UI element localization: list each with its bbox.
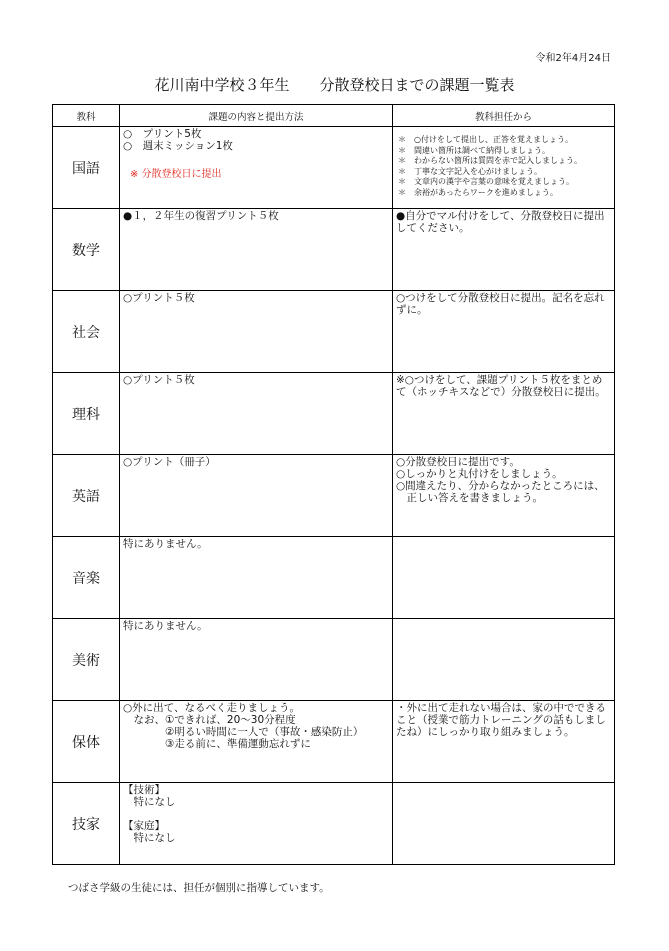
teacher-note-line: ＊ 余裕があったらワークを進めましょう。 xyxy=(398,187,558,197)
table-row xyxy=(53,209,615,291)
table-row xyxy=(53,291,615,373)
teacher-note-line: ＊ ○付けをして提出し、正答を覚えましょう。 xyxy=(398,135,573,144)
task-text: ○プリント（冊子） xyxy=(123,456,216,468)
teacher-text: ・外に出て走れない場合は、家の中でできること（授業で筋力トレーニングの話もしましたね）にしっかり取り組みましょう。 xyxy=(396,702,606,738)
subject-cell: 国語 xyxy=(53,127,120,209)
teacher-note-line: ＊ 間違い箇所は調べて納得しましょう。 xyxy=(398,145,550,155)
table-row xyxy=(53,127,615,209)
teacher-note-line: ＊ 丁寧な文字記入を心がけましょう。 xyxy=(398,166,542,176)
subject-cell: 音楽 xyxy=(53,537,120,619)
task-text: 【技術】 特になし 【家庭】 特になし xyxy=(123,784,176,844)
teacher-text xyxy=(393,619,614,621)
teacher-cell xyxy=(393,537,615,619)
teacher-text: ○つけをして分散登校日に提出。記名を忘れずに。 xyxy=(396,292,605,316)
teacher-cell xyxy=(393,701,615,783)
task-text: ○ プリント5枚 ○ 週末ミッション1枚 xyxy=(123,128,233,152)
task-cell xyxy=(120,455,393,537)
subject-cell: 美術 xyxy=(53,619,120,701)
teacher-cell xyxy=(393,127,615,209)
task-cell xyxy=(120,291,393,373)
footer-note: つばさ学級の生徒には、担任が個別に指導しています。 xyxy=(68,882,330,894)
subject-cell: 保体 xyxy=(53,701,120,783)
task-text: ○プリント５枚 xyxy=(123,374,195,386)
teacher-cell xyxy=(393,455,615,537)
table-row xyxy=(53,373,615,455)
assignment-table xyxy=(52,104,615,865)
subject-cell: 英語 xyxy=(53,455,120,537)
teacher-cell xyxy=(393,209,615,291)
task-cell xyxy=(120,373,393,455)
teacher-text: ○分散登校日に提出です。 ○しっかりと丸付けをしましょう。 ○間違えたり、分からなかったところには、 正しい答えを書きましょう。 xyxy=(396,456,605,504)
teacher-text xyxy=(393,783,614,785)
teacher-text xyxy=(393,537,614,539)
document-title: 花川南中学校３年生 分散登校日までの課題一覧表 xyxy=(154,76,515,94)
teacher-cell xyxy=(393,291,615,373)
task-text: ●１，２年生の復習プリント５枚 xyxy=(123,210,279,222)
table-header-row xyxy=(53,105,615,127)
header-task: 課題の内容と提出方法 xyxy=(120,105,393,127)
header-subject: 教科 xyxy=(53,105,120,127)
teacher-text: ※○つけをして、課題プリント５枚をまとめて（ホッチキスなどで）分散登校日に提出。 xyxy=(396,374,606,398)
table-row xyxy=(53,701,615,783)
subject-cell: 技家 xyxy=(53,783,120,865)
task-note: ※ 分散登校日に提出 xyxy=(130,169,222,180)
task-text: 特にありません。 xyxy=(123,620,208,632)
task-cell xyxy=(120,127,393,209)
teacher-cell xyxy=(393,783,615,865)
subject-cell: 理科 xyxy=(53,373,120,455)
task-cell xyxy=(120,537,393,619)
task-cell xyxy=(120,209,393,291)
subject-cell: 社会 xyxy=(53,291,120,373)
task-cell xyxy=(120,701,393,783)
task-text: 特にありません。 xyxy=(123,538,208,550)
header-teacher: 教科担任から xyxy=(393,105,615,127)
task-cell xyxy=(120,783,393,865)
teacher-notes xyxy=(393,127,614,198)
table-row xyxy=(53,537,615,619)
document-date: 令和2年4月24日 xyxy=(535,53,611,64)
table-row xyxy=(53,619,615,701)
task-text: ○プリント５枚 xyxy=(123,292,195,304)
subject-cell: 数学 xyxy=(53,209,120,291)
teacher-note-line: ＊ わからない箇所は質問を赤で記入しましょう。 xyxy=(398,156,582,165)
task-cell xyxy=(120,619,393,701)
teacher-cell xyxy=(393,373,615,455)
task-text: ○外に出て、なるべく走りましょう。 なお、①できれば、20～30分程度 ②明るい時間に一人で（事故・感染防止） ③走る前に、準備運動忘れずに xyxy=(123,702,364,750)
teacher-cell xyxy=(393,619,615,701)
table-row xyxy=(53,455,615,537)
table-row xyxy=(53,783,615,865)
teacher-text: ●自分でマル付けをして、分散登校日に提出してください。 xyxy=(396,210,605,234)
teacher-note-line: ＊ 文章内の漢字や言葉の意味を覚えましょう。 xyxy=(398,177,574,186)
